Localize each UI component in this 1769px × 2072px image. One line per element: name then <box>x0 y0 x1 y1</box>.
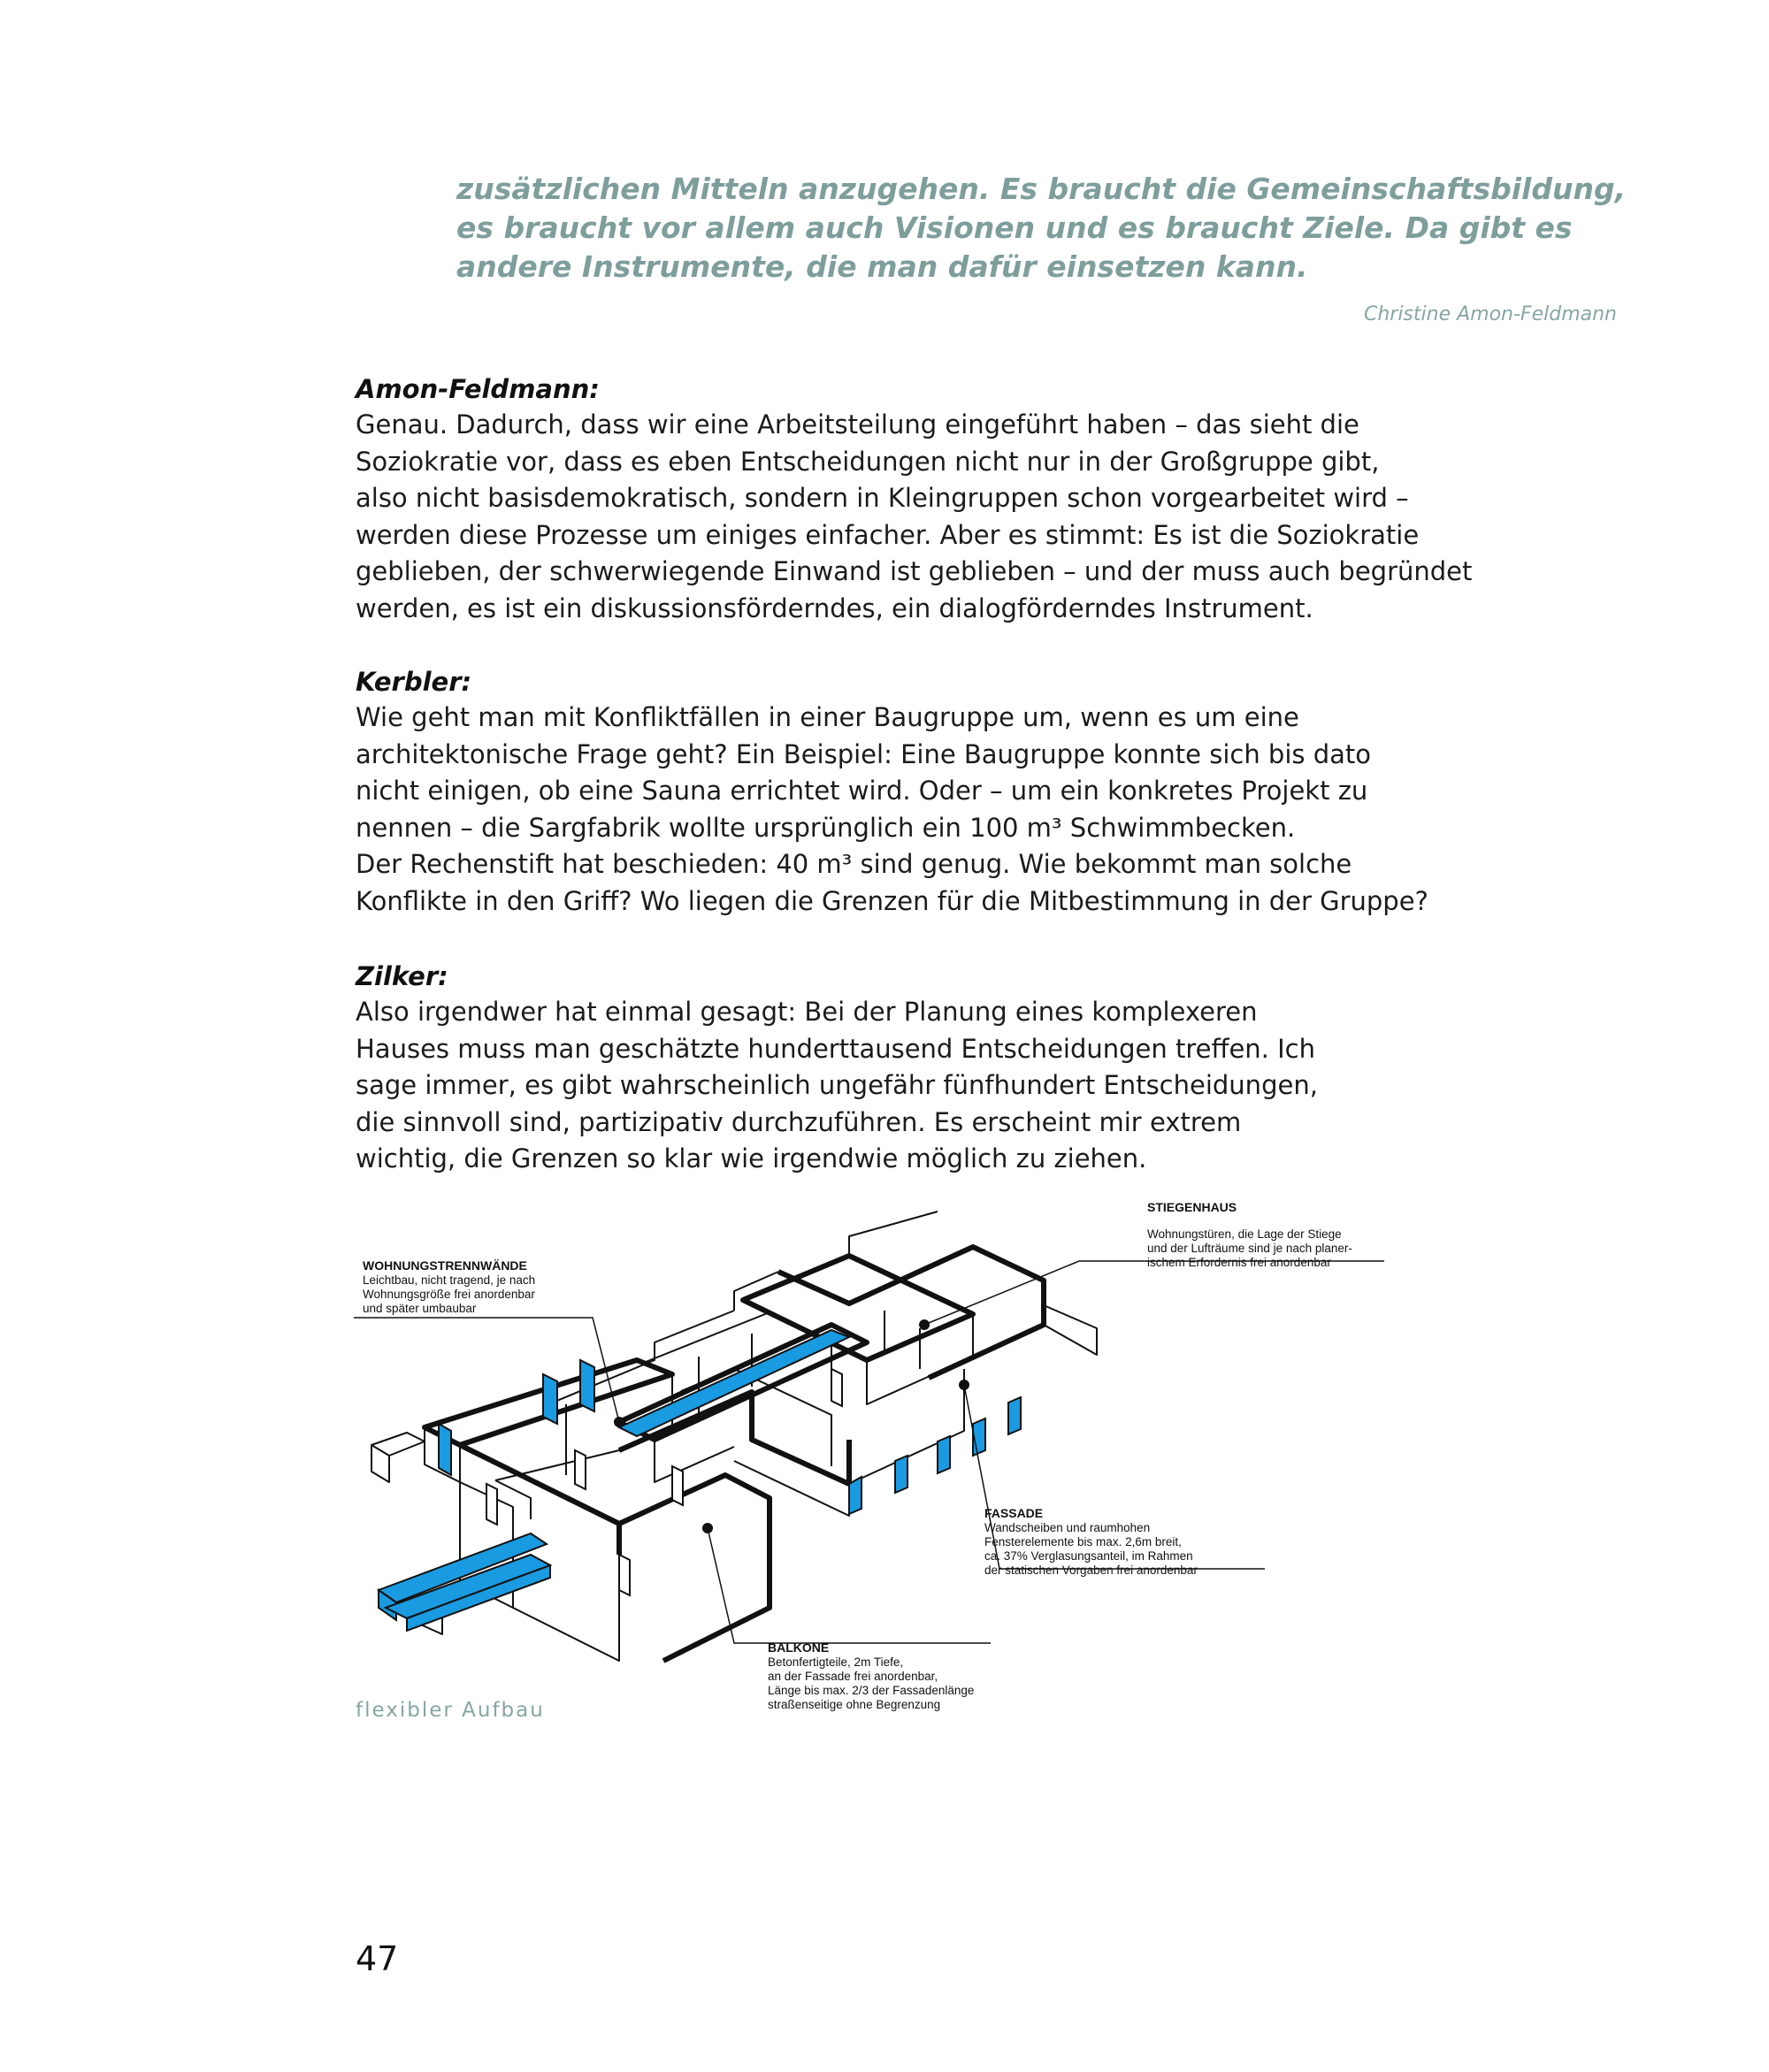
label-line: und der Lufträume sind je nach planer- <box>1147 1242 1352 1255</box>
speaker-name: Amon-Feldmann: <box>356 374 600 404</box>
label-line: Fensterelemente bis max. 2,6m breit, <box>984 1535 1182 1548</box>
label-line: ischem Erfordernis frei anordenbar <box>1147 1256 1331 1269</box>
text-line: werden, es ist ein diskussionsförderndes, ein dialogförderndes Instrument. <box>356 593 1313 623</box>
text-line: architektonische Frage geht? Ein Beispiel: Eine Baugruppe konnte sich bis dato <box>356 738 1372 769</box>
text-line: Konflikte in den Griff? Wo liegen die Grenzen für die Mitbestimmung in der Gruppe? <box>356 885 1428 916</box>
quote-line: zusätzlichen Mitteln anzugehen. Es braucht die Gemeinschaftsbildung, <box>456 172 1627 206</box>
text-line: wichtig, die Grenzen so klar wie irgendwie möglich zu ziehen. <box>356 1143 1147 1174</box>
label-line: ca. 37% Verglasungsanteil, im Rahmen <box>984 1549 1193 1563</box>
facade-blue <box>895 1456 907 1493</box>
quote-author: Christine Amon-Feldmann <box>1363 303 1617 325</box>
label-line: Wohnungstüren, die Lage der Stiege <box>1147 1227 1342 1241</box>
speaker-text <box>356 407 1505 627</box>
interview-section-kerbler <box>356 664 1505 920</box>
label-stiegenhaus <box>1147 1200 1237 1214</box>
partition-wall-blue <box>543 1374 557 1424</box>
facade-blue <box>938 1436 950 1473</box>
text-line: also nicht basisdemokratisch, sondern in Kleingruppen schon vorgearbeitet wird – <box>356 483 1409 513</box>
page-number: 47 <box>356 1939 399 1978</box>
label-title: BALKONE <box>768 1640 830 1655</box>
label-line: Länge bis max. 2/3 der Fassadenlänge <box>768 1684 975 1697</box>
figure-caption: flexibler Aufbau <box>356 1699 545 1722</box>
facade-blue <box>849 1477 862 1514</box>
label-line: straßenseitige ohne Begrenzung <box>768 1698 941 1711</box>
label-fassade <box>984 1506 1198 1577</box>
quote-line: es braucht vor allem auch Visionen und es braucht Ziele. Da gibt es <box>456 210 1573 245</box>
label-line: Wohnungsgröße frei anordenbar <box>363 1288 535 1301</box>
text-line: Also irgendwer hat einmal gesagt: Bei der Planung eines komplexeren <box>356 997 1258 1027</box>
text-line: nennen – die Sargfabrik wollte ursprünglich ein 100 m³ Schwimmbecken. <box>356 812 1296 843</box>
quote-line: andere Instrumente, die man dafür einsetzen kann. <box>456 249 1308 284</box>
label-title: FASSADE <box>984 1506 1044 1520</box>
text-line: Genau. Dadurch, dass wir eine Arbeitsteilung eingeführt haben – das sieht die <box>356 409 1359 440</box>
facade-blue <box>1008 1397 1021 1434</box>
text-line: geblieben, der schwerwiegende Einwand ist geblieben – und der muss auch begründet <box>356 556 1473 586</box>
label-title: STIEGENHAUS <box>1147 1200 1237 1214</box>
speaker-text <box>356 700 1505 920</box>
label-stiegenhaus-text <box>1141 1227 1442 1281</box>
building-isometric-diagram <box>354 1200 1398 1732</box>
speaker-name: Kerbler: <box>356 667 472 697</box>
text-line: nicht einigen, ob eine Sauna errichtet wird. Oder – um ein konkretes Projekt zu <box>356 776 1368 806</box>
interview-section-amon-feldmann <box>356 371 1505 627</box>
label-line: Betonfertigteile, 2m Tiefe, <box>768 1655 904 1669</box>
speaker-name: Zilker: <box>356 961 448 991</box>
label-line: der statischen Vorgaben frei anordenbar <box>984 1564 1198 1577</box>
text-line: werden diese Prozesse um einiges einfacher. Aber es stimmt: Es ist die Soziokratie <box>356 519 1420 550</box>
label-line: an der Fassade frei anordenbar, <box>768 1670 938 1683</box>
label-line: Leichtbau, nicht tragend, je nach <box>363 1273 536 1287</box>
text-line: Der Rechenstift hat beschieden: 40 m³ sind genug. Wie bekommt man solche <box>356 849 1352 879</box>
label-title: WOHNUNGSTRENNWÄNDE <box>363 1258 527 1273</box>
text-line: die sinnvoll sind, partizipativ durchzuführen. Es erscheint mir extrem <box>356 1106 1242 1137</box>
text-line: Wie geht man mit Konfliktfällen in einer Baugruppe um, wenn es um eine <box>356 702 1299 732</box>
speaker-text <box>356 994 1505 1178</box>
label-wohnungstrennwaende <box>363 1258 535 1315</box>
text-line: Soziokratie vor, dass es eben Entscheidungen nicht nur in der Großgruppe gibt, <box>356 446 1380 477</box>
interview-section-zilker <box>356 959 1505 1178</box>
label-line: Wandscheiben und raumhohen <box>984 1521 1151 1534</box>
label-balkone <box>768 1640 974 1711</box>
text-line: Hauses muss man geschätzte hunderttausend Entscheidungen treffen. Ich <box>356 1033 1315 1064</box>
label-line: und später umbaubar <box>363 1302 477 1315</box>
pull-quote <box>456 170 1642 287</box>
partition-wall-blue <box>580 1360 594 1411</box>
text-line: sage immer, es gibt wahrscheinlich ungefähr fünfhundert Entscheidungen, <box>356 1070 1318 1100</box>
partition-wall-blue <box>439 1424 451 1475</box>
